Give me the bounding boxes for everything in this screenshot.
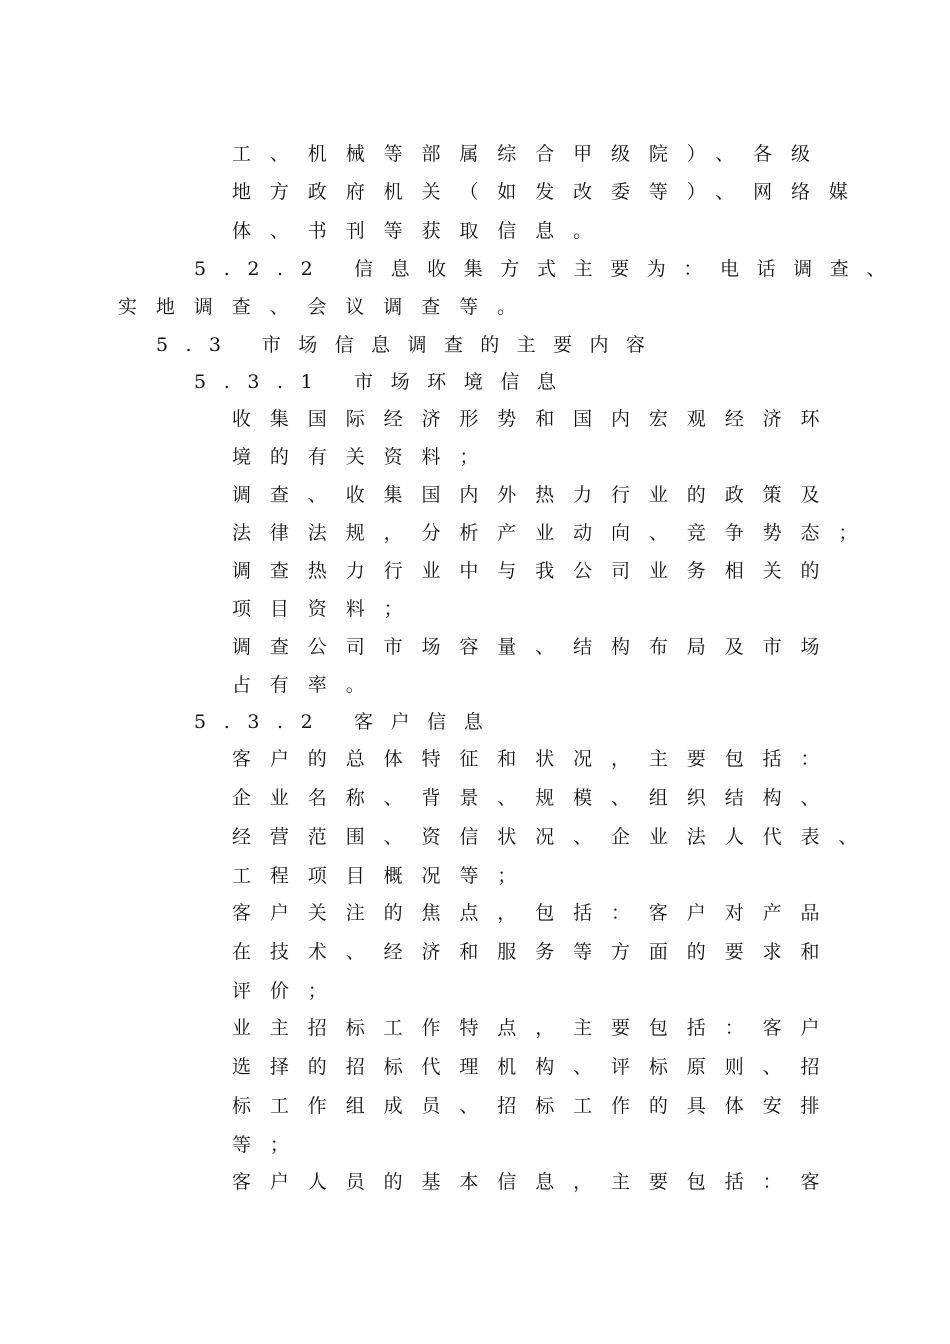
text-line: 调查热力行业中与我公司业务相关的 bbox=[232, 560, 839, 582]
section-heading-5-3-1: 5.3.1 市场环境信息 bbox=[194, 371, 574, 393]
section-heading-5-2-2: 5.2.2 信息收集方式主要为：电话调查、 bbox=[194, 258, 903, 280]
text-line: 实地调查、会议调查等。 bbox=[118, 296, 535, 318]
text-line: 等； bbox=[232, 1134, 308, 1156]
text-line: 客户的总体特征和状况，主要包括： bbox=[232, 748, 839, 770]
section-heading-5-3-2: 5.3.2 客户信息 bbox=[194, 711, 501, 733]
text-line: 占有率。 bbox=[232, 674, 384, 696]
text-line: 体、书刊等获取信息。 bbox=[232, 220, 612, 242]
text-line: 企业名称、背景、规模、组织结构、 bbox=[232, 787, 839, 809]
text-line: 调查、收集国内外热力行业的政策及 bbox=[232, 484, 839, 506]
text-line: 地方政府机关（如发改委等）、网络媒 bbox=[232, 181, 867, 203]
text-line: 法律法规，分析产业动向、竞争势态； bbox=[232, 522, 877, 544]
text-line: 经营范围、资信状况、企业法人代表、 bbox=[232, 826, 877, 848]
text-line: 客户关注的焦点，包括：客户对产品 bbox=[232, 902, 839, 924]
text-line: 评价； bbox=[232, 980, 346, 1002]
text-line: 收集国际经济形势和国内宏观经济环 bbox=[232, 408, 839, 430]
text-line: 工程项目概况等； bbox=[232, 865, 536, 887]
text-line: 项目资料； bbox=[232, 598, 422, 620]
text-line: 在技术、经济和服务等方面的要求和 bbox=[232, 941, 839, 963]
text-line: 选择的招标代理机构、评标原则、招 bbox=[232, 1056, 839, 1078]
text-line: 标工作组成员、招标工作的具体安排 bbox=[232, 1095, 839, 1117]
text-line: 工、机械等部属综合甲级院）、各级 bbox=[232, 143, 829, 165]
text-line: 调查公司市场容量、结构布局及市场 bbox=[232, 636, 839, 658]
text-line: 业主招标工作特点，主要包括：客户 bbox=[232, 1017, 839, 1039]
section-heading-5-3: 5.3 市场信息调查的主要内容 bbox=[156, 334, 663, 356]
text-line: 境的有关资料； bbox=[232, 446, 498, 468]
text-line: 客户人员的基本信息，主要包括：客 bbox=[232, 1171, 839, 1193]
